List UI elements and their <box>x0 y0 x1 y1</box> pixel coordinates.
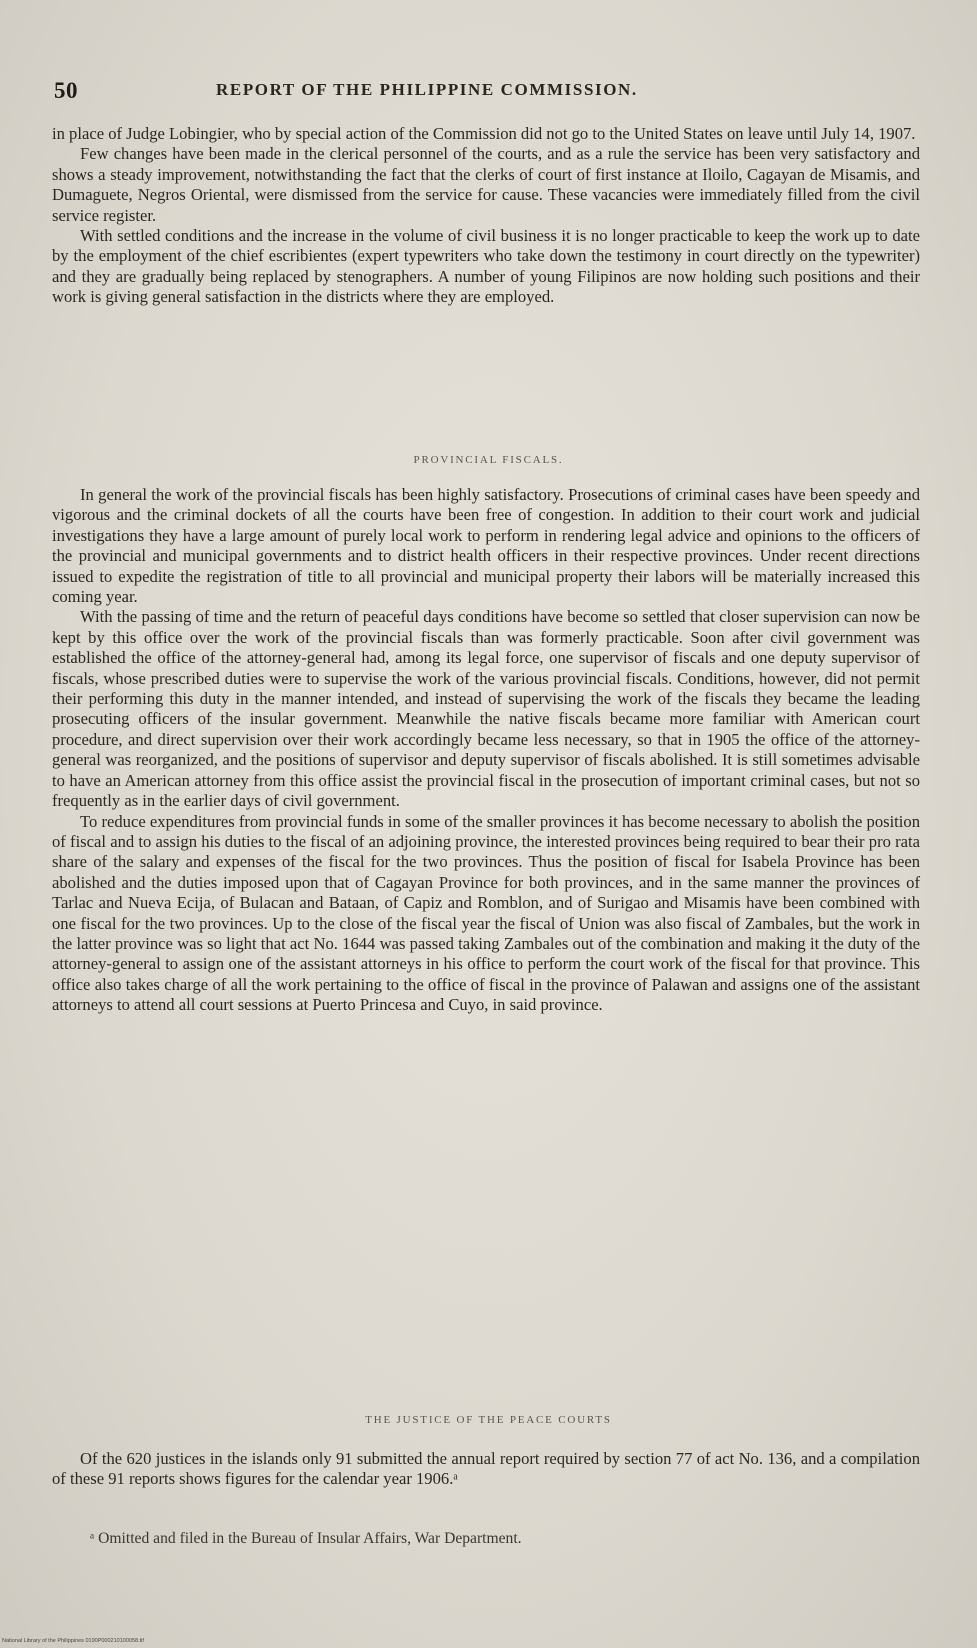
paragraph: Of the 620 justices in the islands only 91 submitted the annual report required by section 77 of act No. 136, and a compilation of these 91 reports shows figures for the calendar year 1906.ᵃ <box>52 1449 920 1489</box>
scan-imprint: National Library of the Philippines 0190P000210100058.tif <box>2 1638 144 1644</box>
provincial-fiscals-section <box>52 485 920 1016</box>
paragraph: With settled conditions and the increase in the volume of civil business it is no longer practicable to keep the work up to date by the employment of the chief escribientes (expert typewriters who take down the testimony in court directly on the typewriter) and they are gradually being replaced by stenographers. A number of young Filipinos are now holding such positions and their work is giving general satisfaction in the districts where they are employed. <box>52 226 920 307</box>
justice-of-peace-section <box>52 1449 920 1490</box>
opening-paragraphs <box>52 124 920 308</box>
page-header <box>54 78 924 108</box>
page-number: 50 <box>54 78 78 103</box>
paragraph: Few changes have been made in the clerical personnel of the courts, and as a rule the service has been very satisfactory and shows a steady improvement, notwithstanding the fact that the clerks of court of first instance at Iloilo, Cagayan de Misamis, and Dumaguete, Negros Oriental, were dismissed from the service for cause. These vacancies were immediately filled from the civil service register. <box>52 144 920 225</box>
paragraph: in place of Judge Lobingier, who by special action of the Commission did not go to the United States on leave until July 14, 1907. <box>52 124 916 143</box>
section-heading-justice-of-peace: THE JUSTICE OF THE PEACE COURTS <box>365 1414 612 1426</box>
paragraph: With the passing of time and the return of peaceful days conditions have become so settled that closer supervision can now be kept by this office over the work of the provincial fiscals than was formerly practicable. Soon after civil government was established the office of the attorney-general had, among its legal force, one supervisor of fiscals and one deputy supervisor of fiscals, whose prescribed duties were to supervise the work of the various provincial fiscals. Conditions, however, did not permit their performing this duty in the manner intended, and instead of supervising the work of the fiscals they became the leading prosecuting officers of the insular government. Meanwhile the native fiscals became more familiar with American court procedure, and direct supervision over their work accordingly became less necessary, so that in 1905 the office of the attorney-general was reorganized, and the positions of supervisor and deputy supervisor of fiscals abolished. It is still sometimes advisable to have an American attorney from this office assist the provincial fiscal in the prosecution of important criminal cases, but not so frequently as in the earlier days of civil government. <box>52 607 920 811</box>
paragraph: To reduce expenditures from provincial funds in some of the smaller provinces it has become necessary to abolish the position of fiscal and to assign his duties to the fiscal of an adjoining province, the interested provinces being required to bear their pro rata share of the salary and expenses of the fiscal for the two provinces. Thus the position of fiscal for Isabela Province has been abolished and the duties imposed upon that of Cagayan Province for both provinces, and in the same manner the provinces of Tarlac and Nueva Ecija, of Bulacan and Bataan, of Capiz and Romblon, and of Surigao and Misamis have been combined with one fiscal for the two provinces. Up to the close of the fiscal year the fiscal of Union was also fiscal of Zambales, but the work in the latter province was so light that act No. 1644 was passed taking Zambales out of the combination and making it the duty of the attorney-general to assign one of the assistant attorneys in his office to perform the court work of the fiscal for that province. This office also takes charge of all the work pertaining to the office of fiscal in the province of Palawan and assigns one of the assistant attorneys to attend all court sessions at Puerto Princesa and Cuyo, in said province. <box>52 811 920 1015</box>
section-heading-provincial-fiscals: PROVINCIAL FISCALS. <box>413 454 564 466</box>
footnote: ᵃ Omitted and filed in the Bureau of Insular Affairs, War Department. <box>90 1530 522 1547</box>
running-title: REPORT OF THE PHILIPPINE COMMISSION. <box>216 80 638 99</box>
paragraph: In general the work of the provincial fiscals has been highly satisfactory. Prosecutions of criminal cases have been speedy and vigorous and the criminal dockets of all the courts have been free of congestion. In addition to their court work and judicial investigations they have a large amount of purely local work to perform in rendering legal advice and opinions to the officers of the provincial and municipal governments and to district health officers in their respective provinces. Under recent directions issued to expedite the registration of title to all provincial and municipal property their labors will be materially increased this coming year. <box>52 485 920 607</box>
